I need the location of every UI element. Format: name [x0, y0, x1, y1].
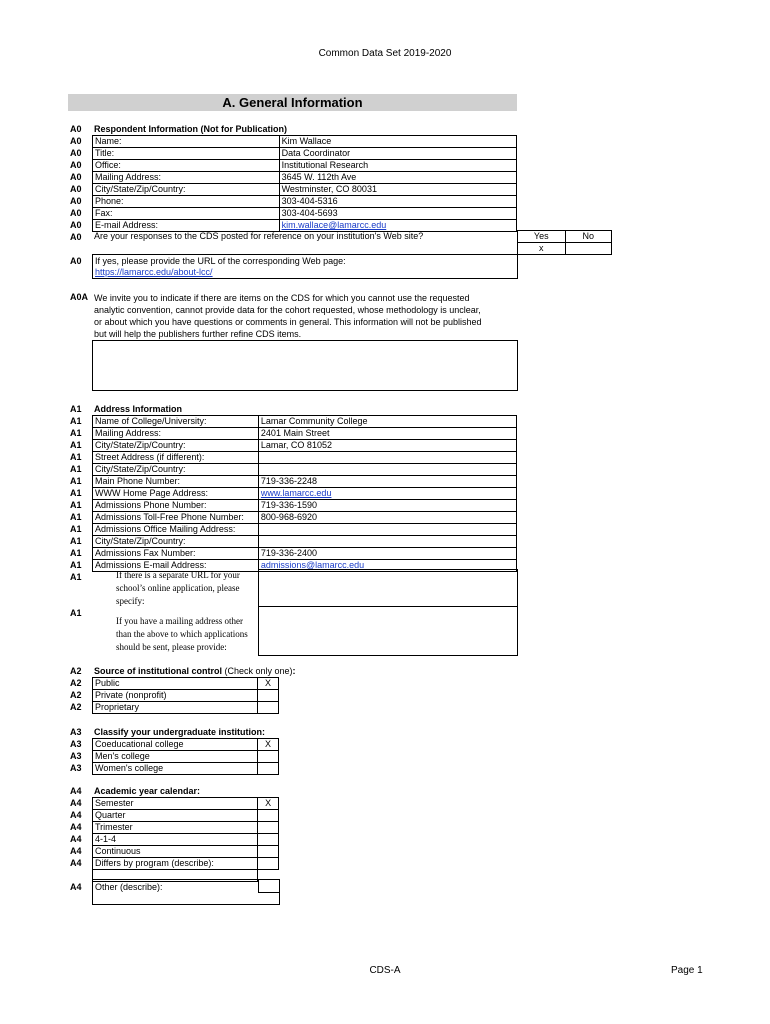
- footer-section-label: CDS-A: [369, 965, 401, 976]
- table-row: Continuous: [93, 846, 279, 858]
- question-code: A1: [70, 404, 82, 414]
- yes-no-table: [517, 230, 612, 255]
- no-checkbox[interactable]: [565, 243, 611, 255]
- respondent-fax[interactable]: 303-404-5693: [279, 208, 516, 220]
- question-code: A0: [70, 124, 82, 134]
- question-code: A2: [70, 678, 82, 688]
- question-code: A0: [70, 256, 82, 266]
- table-row: Proprietary: [93, 702, 279, 714]
- page-number: Page 1: [671, 965, 703, 976]
- alt-mailing-field[interactable]: [258, 606, 518, 656]
- question-code: A0: [70, 184, 82, 194]
- comments-textarea[interactable]: [92, 340, 518, 391]
- question-code: A0A: [70, 292, 89, 302]
- table-row: Office: Institutional Research: [93, 160, 517, 172]
- table-row: Admissions Toll-Free Phone Number: 800-968-6920: [93, 512, 517, 524]
- table-row: Semester X: [93, 798, 279, 810]
- no-label: No: [565, 231, 611, 243]
- question-code: A0: [70, 196, 82, 206]
- homepage-link[interactable]: www.lamarcc.edu: [258, 488, 516, 500]
- quarter-checkbox[interactable]: [258, 810, 279, 822]
- question-code: A0: [70, 148, 82, 158]
- question-code: A2: [70, 690, 82, 700]
- continuous-checkbox[interactable]: [258, 846, 279, 858]
- question-code: A1: [70, 536, 82, 546]
- four-one-four-checkbox[interactable]: [258, 834, 279, 846]
- table-row: Private (nonprofit): [93, 690, 279, 702]
- womens-checkbox[interactable]: [258, 763, 279, 775]
- question-code: A1: [70, 560, 82, 570]
- question-code: A4: [70, 882, 82, 892]
- table-row: Public X: [93, 678, 279, 690]
- respondent-table: [92, 135, 517, 232]
- question-code: A1: [70, 464, 82, 474]
- question-code: A4: [70, 798, 82, 808]
- private-checkbox[interactable]: [258, 690, 279, 702]
- question-code: A1: [70, 500, 82, 510]
- table-row: Street Address (if different):: [93, 452, 517, 464]
- classify-heading: Classify your undergraduate institution:: [94, 727, 266, 737]
- question-code: A0: [70, 208, 82, 218]
- table-row: Admissions Phone Number: 719-336-1590: [93, 500, 517, 512]
- question-code: A1: [70, 608, 82, 618]
- question-code: A1: [70, 512, 82, 522]
- url-box: [92, 254, 518, 279]
- control-table: [92, 677, 279, 714]
- question-code: A4: [70, 846, 82, 856]
- question-code: A4: [70, 834, 82, 844]
- city-state-2-field[interactable]: [258, 464, 516, 476]
- respondent-mailing-address[interactable]: 3645 W. 112th Ave: [279, 172, 516, 184]
- other-calendar-checkbox[interactable]: [258, 880, 279, 893]
- other-calendar-box: Other (describe):: [92, 879, 280, 905]
- alt-mailing-label: If you have a mailing address other than the above to which applications should be sent, please provide:: [116, 616, 248, 652]
- question-code: A3: [70, 763, 82, 773]
- table-row: Coeducational college X: [93, 739, 279, 751]
- table-row: WWW Home Page Address: www.lamarcc.edu: [93, 488, 517, 500]
- table-row: City/State/Zip/Country:: [93, 464, 517, 476]
- differs-checkbox[interactable]: [258, 858, 279, 870]
- mens-checkbox[interactable]: [258, 751, 279, 763]
- online-app-label: If there is a separate URL for your school’s online application, please specify:: [116, 570, 240, 606]
- college-name-field[interactable]: Lamar Community College: [258, 416, 516, 428]
- question-code: A1: [70, 428, 82, 438]
- calendar-table: [92, 797, 279, 882]
- toll-free-phone-field[interactable]: 800-968-6920: [258, 512, 516, 524]
- question-code: A0: [70, 220, 82, 230]
- table-row: Admissions Fax Number: 719-336-2400: [93, 548, 517, 560]
- question-code: A0: [70, 136, 82, 146]
- table-row: Phone: 303-404-5316: [93, 196, 517, 208]
- main-phone-field[interactable]: 719-336-2248: [258, 476, 516, 488]
- table-row: Fax: 303-404-5693: [93, 208, 517, 220]
- table-row: Quarter: [93, 810, 279, 822]
- question-code: A0: [70, 232, 82, 242]
- question-code: A1: [70, 452, 82, 462]
- respondent-name[interactable]: Kim Wallace: [279, 136, 516, 148]
- table-row: Differs by program (describe):: [93, 858, 279, 870]
- mailing-address-field[interactable]: 2401 Main Street: [258, 428, 516, 440]
- trimester-checkbox[interactable]: [258, 822, 279, 834]
- a0a-instructions: We invite you to indicate if there are items on the CDS for which you cannot use the requested analytic convention, cannot provide data for the cohort requested, whose methodology is unclear, or about which you have questions or comments in general. This information will not be published but will help the publishers further refine CDS items.: [94, 293, 482, 339]
- question-code: A3: [70, 727, 82, 737]
- table-row: Name of College/University: Lamar Community College: [93, 416, 517, 428]
- url-link[interactable]: https://lamarcc.edu/about-lcc/: [95, 267, 213, 277]
- question-code: A4: [70, 810, 82, 820]
- online-app-url-field[interactable]: [258, 569, 518, 607]
- admissions-email-link[interactable]: admissions@lamarcc.edu: [258, 560, 516, 572]
- table-row: Admissions Office Mailing Address:: [93, 524, 517, 536]
- question-code: A1: [70, 416, 82, 426]
- section-title: A. General Information: [68, 94, 517, 111]
- table-row: City/State/Zip/Country: Lamar, CO 81052: [93, 440, 517, 452]
- question-code: A4: [70, 786, 82, 796]
- table-row: Title: Data Coordinator: [93, 148, 517, 160]
- classify-table: [92, 738, 279, 775]
- semester-checkbox[interactable]: X: [258, 798, 279, 810]
- table-row: City/State/Zip/Country:: [93, 536, 517, 548]
- respondent-title[interactable]: Data Coordinator: [279, 148, 516, 160]
- respondent-info-heading: Respondent Information (Not for Publication): [94, 124, 287, 134]
- respondent-email-link[interactable]: kim.wallace@lamarcc.edu: [279, 220, 516, 232]
- table-row: Trimester: [93, 822, 279, 834]
- question-code: A3: [70, 751, 82, 761]
- table-row: Name: Kim Wallace: [93, 136, 517, 148]
- question-code: A2: [70, 702, 82, 712]
- public-checkbox[interactable]: X: [258, 678, 279, 690]
- document-header: Common Data Set 2019-2020: [318, 48, 452, 59]
- respondent-office[interactable]: Institutional Research: [279, 160, 516, 172]
- institutional-control-heading: Source of institutional control (Check only one):: [94, 666, 296, 676]
- admissions-mailing-field[interactable]: [258, 524, 516, 536]
- address-table: [92, 415, 517, 572]
- question-code: A3: [70, 739, 82, 749]
- table-row: Men's college: [93, 751, 279, 763]
- table-row: Mailing Address: 3645 W. 112th Ave: [93, 172, 517, 184]
- question-code: A4: [70, 822, 82, 832]
- calendar-heading: Academic year calendar:: [94, 786, 201, 796]
- question-code: A1: [70, 476, 82, 486]
- coed-checkbox[interactable]: X: [258, 739, 279, 751]
- table-row: Women's college: [93, 763, 279, 775]
- question-code: A1: [70, 524, 82, 534]
- url-question: If yes, please provide the URL of the corresponding Web page:: [95, 256, 346, 266]
- yes-checkbox[interactable]: x: [518, 243, 566, 255]
- question-code: A1: [70, 440, 82, 450]
- proprietary-checkbox[interactable]: [258, 702, 279, 714]
- question-code: A1: [70, 572, 82, 582]
- question-code: A2: [70, 666, 82, 676]
- question-code: A0: [70, 172, 82, 182]
- street-address-field[interactable]: [258, 452, 516, 464]
- web-posting-question: Are your responses to the CDS posted for reference on your institution's Web site?: [94, 231, 424, 241]
- question-code: A1: [70, 548, 82, 558]
- respondent-city[interactable]: Westminster, CO 80031: [279, 184, 516, 196]
- admissions-phone-field[interactable]: 719-336-1590: [258, 500, 516, 512]
- question-code: A1: [70, 488, 82, 498]
- city-state-field[interactable]: Lamar, CO 81052: [258, 440, 516, 452]
- admissions-fax-field[interactable]: 719-336-2400: [258, 548, 516, 560]
- table-row: E-mail Address: kim.wallace@lamarcc.edu: [93, 220, 517, 232]
- table-row: Admissions E-mail Address: admissions@lamarcc.edu: [93, 560, 517, 572]
- table-row: City/State/Zip/Country: Westminster, CO 80031: [93, 184, 517, 196]
- question-code: A0: [70, 160, 82, 170]
- address-info-heading: Address Information: [94, 404, 183, 414]
- respondent-phone[interactable]: 303-404-5316: [279, 196, 516, 208]
- table-row: Main Phone Number: 719-336-2248: [93, 476, 517, 488]
- yes-label: Yes: [518, 231, 566, 243]
- city-state-3-field[interactable]: [258, 536, 516, 548]
- table-row: 4-1-4: [93, 834, 279, 846]
- table-row: Mailing Address: 2401 Main Street: [93, 428, 517, 440]
- question-code: A4: [70, 858, 82, 868]
